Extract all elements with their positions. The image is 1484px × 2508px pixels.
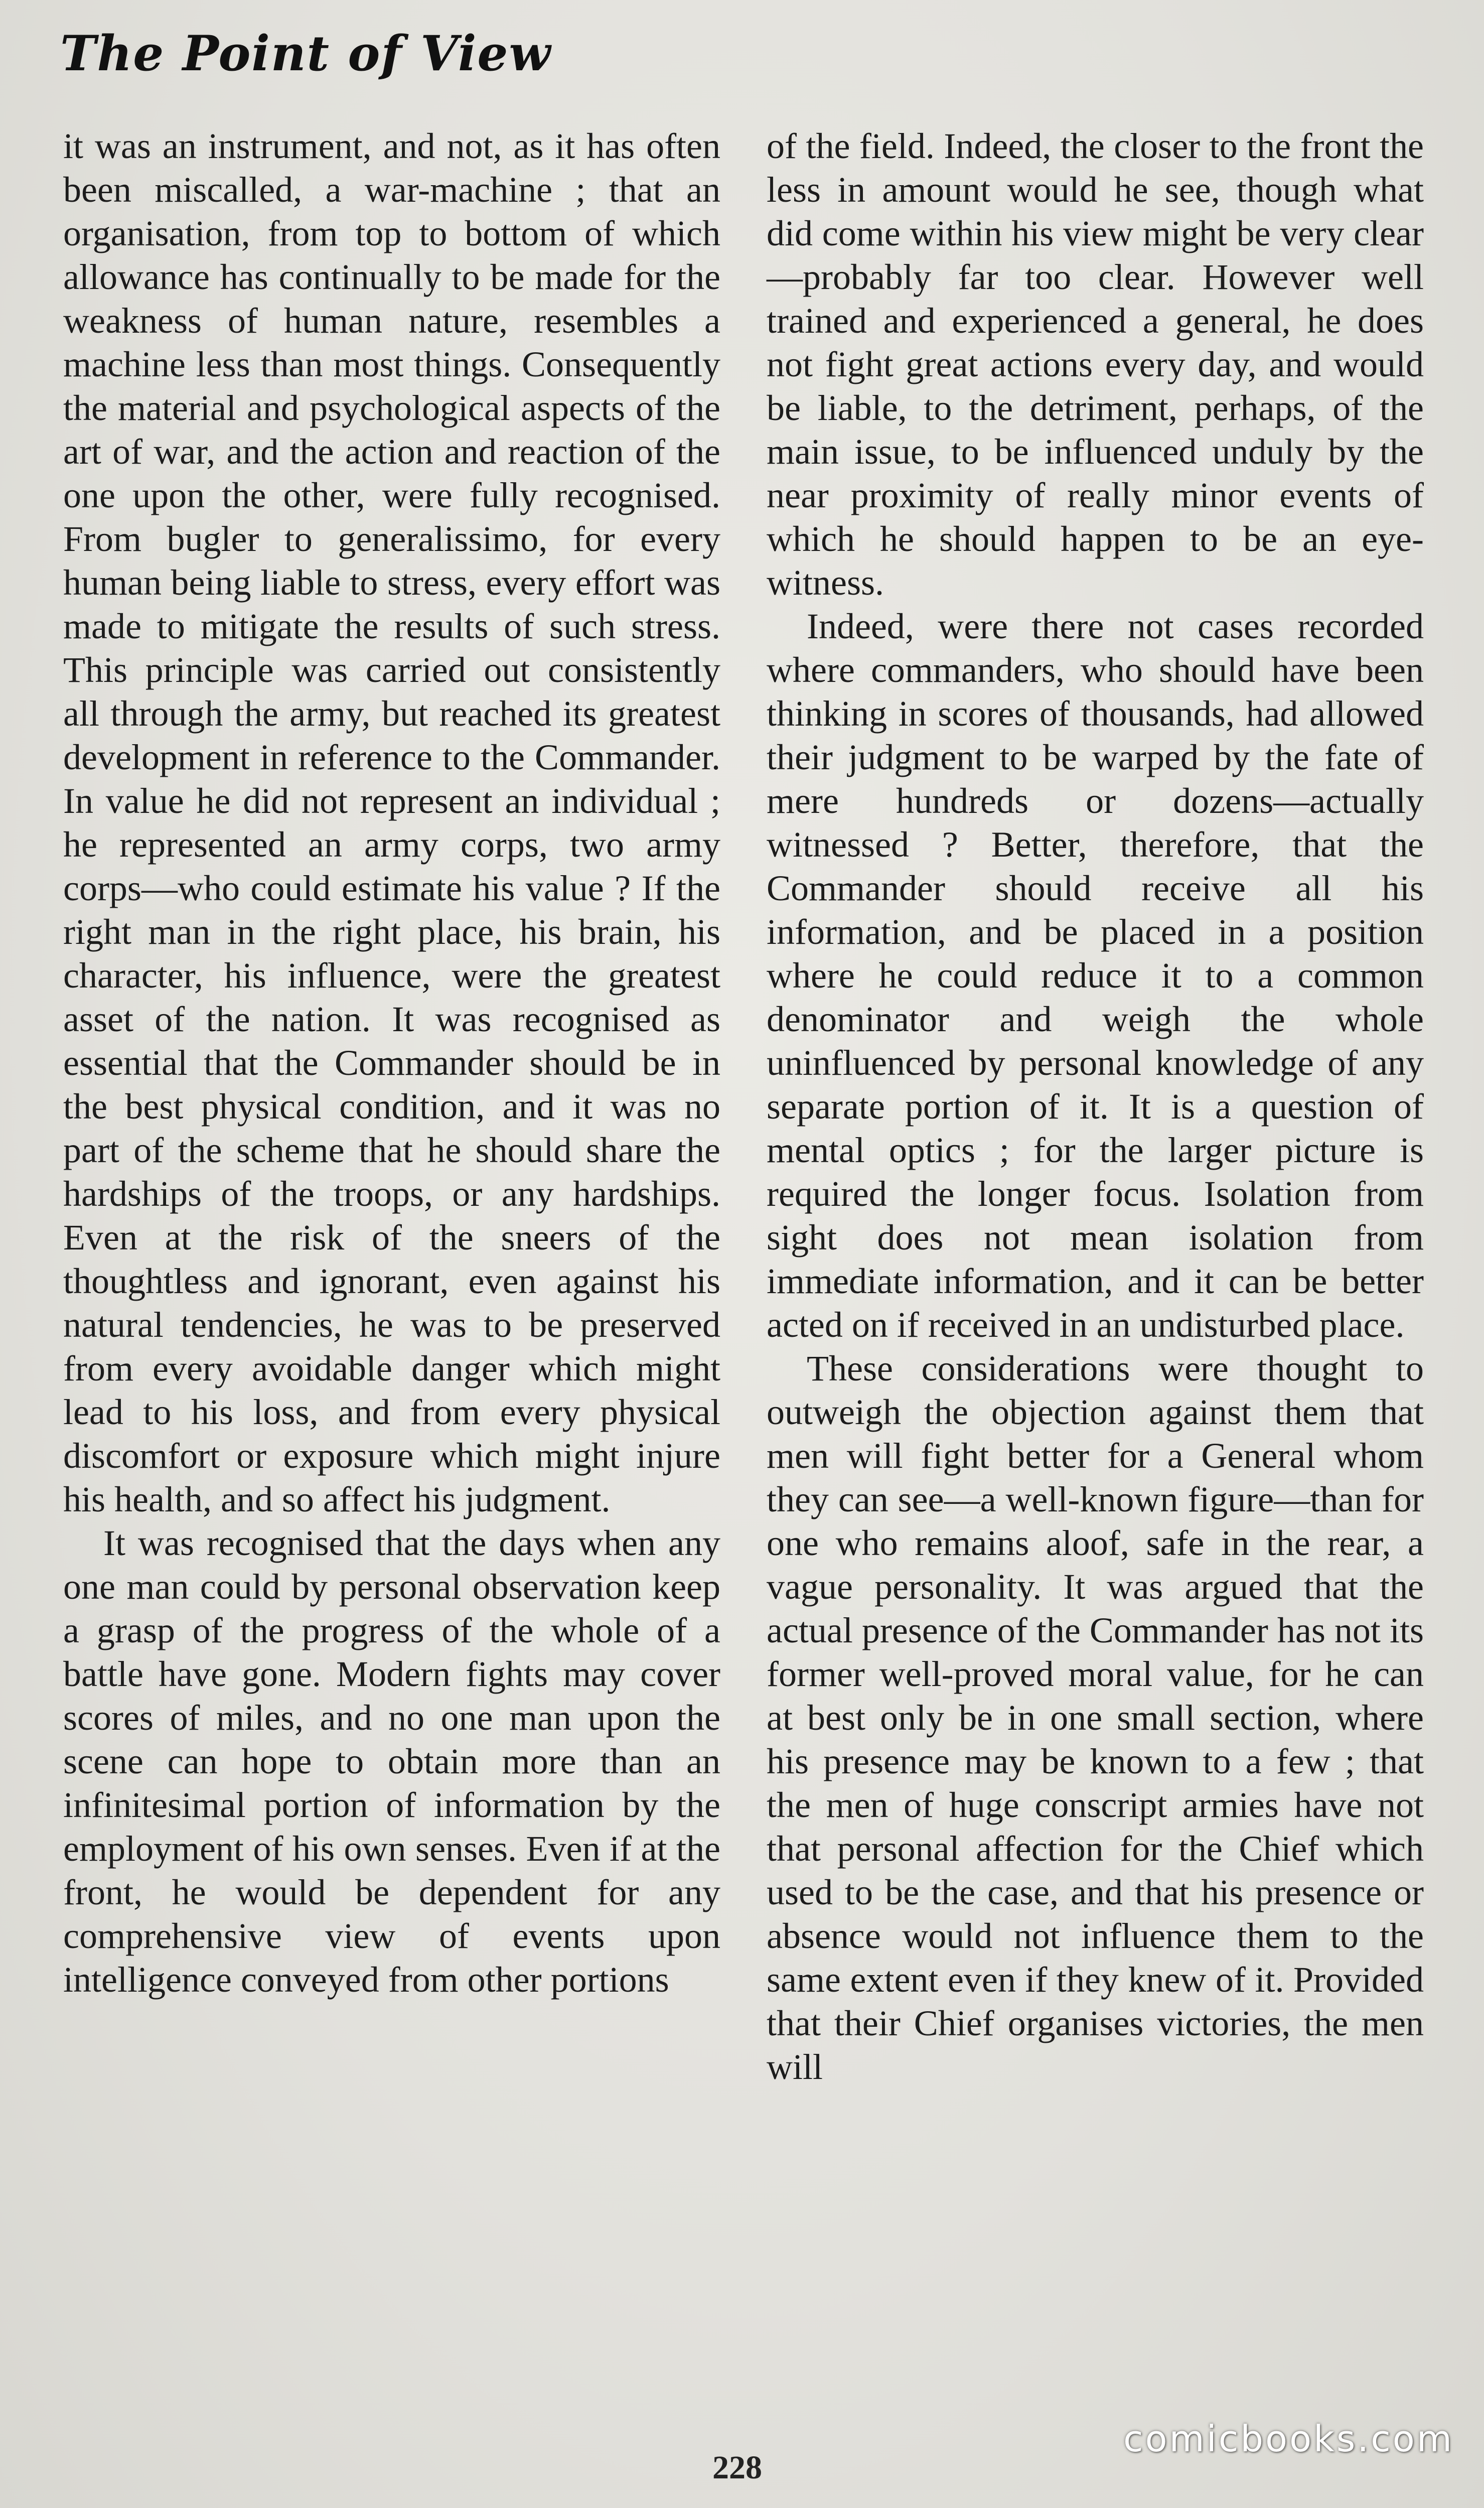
paragraph: It was recognised that the days when any one man could by personal observation keep a grasp of the progress of the whole of a battle have gone. Modern fights may cover scores of miles, and no one man upon the scene can hope to obtain more than an infinitesimal portion of information by the employment of his own senses. Even if at the front, he would be dependent for any comprehensive view of events upon intelligence conveyed from other portions	[63, 1523, 720, 2000]
paragraph: These considerations were thought to outweigh the objection against them that men will fight better for a General whom they can see—a well-known figure—than for one who remains aloof, safe in the rear, a vague personality. It was argued that the actual presence of the Commander has not its former well-proved moral value, for he can at best only be in one small section, where his presence may be known to a few ; that the men of huge conscript armies have not that personal affection for the Chief which used to be the case, and that his presence or absence would not influence them to the same extent even if they knew of it. Provided that their Chief organises victories, the men will	[767, 1348, 1424, 2087]
watermark-text: comicbooks.com	[1123, 2418, 1454, 2460]
paragraph: it was an instrument, and not, as it has often been miscalled, a war-machine ; that an organisation, from top to bottom of which allowance has continually to be made for the weakness of human nature, resembles a machine less than most things. Consequently the material and psychological aspects of the art of war, and the action and reaction of the one upon the other, were fully recognised. From bugler to generalissimo, for every human being liable to stress, every effort was made to mitigate the results of such stress. This principle was carried out consistently all through the army, but reached its greatest development in reference to the Commander. In value he did not represent an individual ; he represented an army corps, two army corps—who could estimate his value ? If the right man in the right place, his brain, his character, his influence, were the greatest asset of the nation. It was recognised as essential that the Commander should be in the best physical condition, and it was no part of the scheme that he should share the hardships of the troops, or any hardships. Even at the risk of the sneers of the thoughtless and ignorant, even against his natural tendencies, he was to be preserved from every avoidable danger which might lead to his loss, and from every physical discomfort or exposure which might injure his health, and so affect his judgment.	[63, 126, 720, 1519]
paragraph: of the field. Indeed, the closer to the front the less in amount would he see, though what did come within his view might be very clear—probably far too clear. However well trained and experienced a general, he does not fight great actions every day, and would be liable, to the detriment, perhaps, of the main issue, to be influenced unduly by the near proximity of really minor events of which he should happen to be an eye-witness.	[767, 126, 1424, 603]
page-number: 228	[712, 2449, 762, 2486]
left-column	[63, 124, 720, 2002]
page-header-title: The Point of View	[60, 25, 552, 82]
right-column	[767, 124, 1424, 2089]
paragraph: Indeed, were there not cases recorded where commanders, who should have been thinking in scores of thousands, had allowed their judgment to be warped by the fate of mere hundreds or dozens—actually witnessed ? Better, therefore, that the Commander should receive all his information, and be placed in a position where he could reduce it to a common denominator and weigh the whole uninfluenced by personal knowledge of any separate portion of it. It is a question of mental optics ; for the larger picture is required the longer focus. Isolation from sight does not mean isolation from immediate information, and it can be better acted on if received in an undisturbed place.	[767, 606, 1424, 1345]
